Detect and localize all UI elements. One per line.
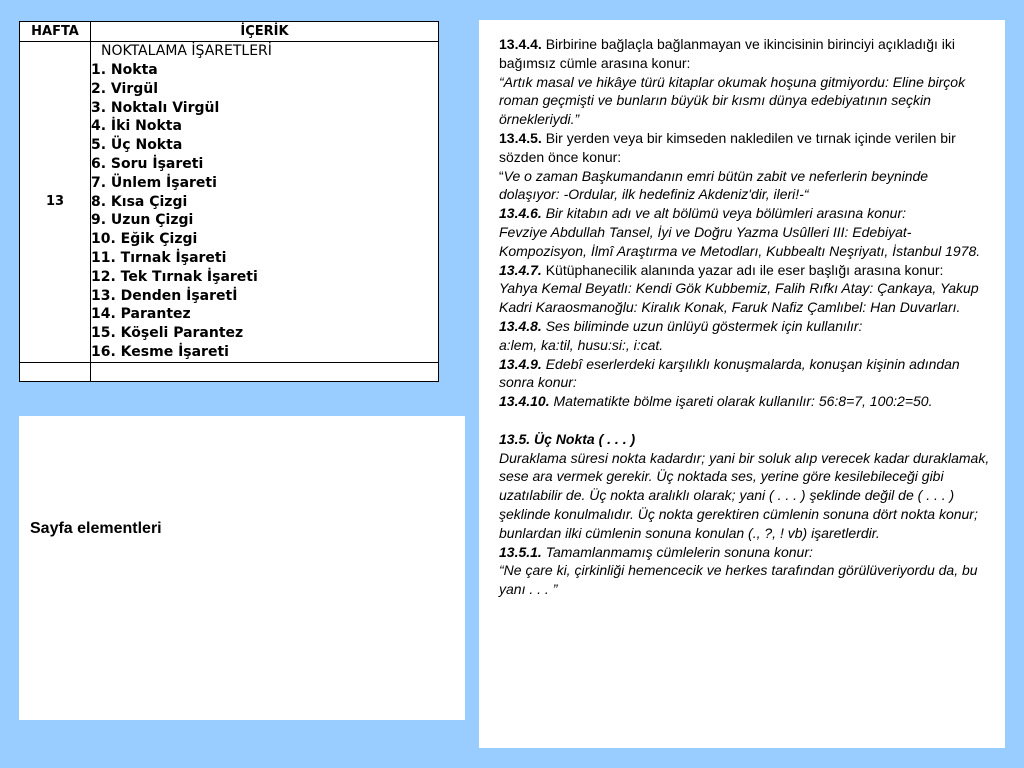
table-header-row [20,22,439,42]
curriculum-table [19,21,439,382]
rule-text: Tamamlanmamış cümlelerin sonuna konur: [541,543,813,560]
section-13-4-8-example: a:lem, ka:til, husu:si:, i:cat. [499,336,664,353]
section-13-4-7-rule [499,261,991,280]
rule-text: Kütüphanecilik alanında yazar adı ile eser başlığı arasına konur: [541,261,944,278]
list-item: 16. Kesme İşareti [91,343,229,360]
empty-week-cell [20,362,91,381]
content-column-header: İÇERİK [91,22,439,42]
content-cell [91,42,439,363]
section-13-4-4-example: “Artık masal ve hikâye türü kitaplar okumak hoşuna gitmiyordu: Eline birçok roman geçmişti ve bunların büyük bir kısmı dünya edebiyatının seçkin örnekleriydi.” [499,73,966,128]
content-title: NOKTALAMA İŞARETLERİ [101,43,272,59]
section-13-4-6-example: Fevziye Abdullah Tansel, İyi ve Doğru Yazma Usûlleri III: Edebiyat-Kompozisyon, İlmî Araştırma ve Metodları, Kubbealtı Neşriyatı, İstanbul 1978. [499,223,981,259]
list-item: 7. Ünlem İşareti [91,174,217,191]
list-item: 14. Parantez [91,306,191,323]
section-13-4-10-rule [499,392,991,411]
section-13-4-6-rule [499,204,991,223]
page-elements-label: Sayfa elementleri [30,520,162,537]
list-item: 15. Köşeli Parantez [91,325,244,342]
empty-table-row [20,362,439,381]
list-item: 4. İki Nokta [91,118,182,135]
list-item: 9. Uzun Çizgi [91,212,194,229]
rule-text: Birbirine bağlaçla bağlanmayan ve ikincisinin birinciyi açıkladığı iki bağımsız cümle arasına konur: [499,36,956,71]
punctuation-list [91,61,438,362]
section-number: 13.4.7. [499,261,542,278]
table-row [20,42,439,363]
text-panel [479,20,1005,748]
rule-text: Matematikte bölme işareti olarak kullanılır: 56:8=7, 100:2=50. [549,393,933,410]
empty-content-cell [91,362,439,381]
page-elements-box [19,416,465,720]
section-number: 13.5.1. [499,543,542,560]
section-13-4-9-rule [499,355,991,393]
section-number: 13.4.5. [499,129,542,146]
rule-text: Edebî eserlerdeki karşılıklı konuşmalarda, konuşan kişinin adından sonra konur: [499,355,960,391]
list-item: 13. Denden İşaretİ [91,287,238,304]
list-item: 10. Eğik Çizgi [91,231,198,248]
section-13-5-heading: 13.5. Üç Nokta ( . . . ) [499,430,636,447]
section-13-5-1-example: “Ne çare ki, çirkinliği hemencecik ve herkes tarafından görülüveriyordu da, bu yanı . . . ” [499,562,978,598]
list-item: 1. Nokta [91,62,158,78]
week-column-header: HAFTA [20,22,91,42]
section-number: 13.4.8. [499,317,542,334]
list-item: 5. Üç Nokta [91,137,183,154]
list-item: 3. Noktalı Virgül [91,99,220,116]
rule-text: Bir kitabın adı ve alt bölümü veya bölümleri arasına konur: [541,205,907,222]
list-item: 2. Virgül [91,80,159,97]
rule-text: Ses biliminde uzun ünlüyü göstermek için kullanılır: [541,317,863,334]
section-13-4-7-example: Yahya Kemal Beyatlı: Kendi Gök Kubbemiz, Falih Rıfkı Atay: Çankaya, Yakup Kadri Karaosmanoğlu: Kiralık Konak, Faruk Nafiz Çamlıbel: Han Duvarları. [499,280,979,316]
section-13-4-8-rule [499,317,991,336]
section-13-5-body: Duraklama süresi nokta kadardır; yani bir soluk alıp verecek kadar duraklamak, sese ara vermek gerekir. Üç noktada ses, yerine göre kesilebileceği gibi uzatılabilir de. Üç nokta aralıklı olarak; yani ( . . . ) şeklinde değil de ( . . . ) şeklinde konulmalıdır. Üç nokta gerektiren cümlenin sonuna dört nokta konur; bunlardan ilki cümlenin sonuna konulan (., ?, ! vb) işaretlerdir. [499,449,990,541]
opening-quote: “ [499,167,504,184]
section-number: 13.4.10. [499,393,550,410]
section-number: 13.4.6. [499,205,542,222]
list-item: 12. Tek Tırnak İşareti [91,268,258,285]
list-item: 11. Tırnak İşareti [91,249,227,266]
list-item: 6. Soru İşareti [91,155,204,172]
example-text: Ve o zaman Başkumandanın emri bütün zabit ve neferlerin beyninde dolaşıyor: -Ordular, ilk hedefiniz Akdeniz'dir, ileri!-“ [499,167,929,203]
section-13-4-4-rule [499,35,991,73]
section-number: 13.4.9. [499,355,542,372]
rule-text: Bir yerden veya bir kimseden nakledilen ve tırnak içinde verilen bir sözden önce konur: [499,129,956,165]
week-number-cell: 13 [20,42,91,363]
spacer [499,411,991,430]
section-13-5-1-rule [499,543,991,562]
section-13-4-5-rule [499,129,991,167]
section-number: 13.4.4. [499,36,542,52]
list-item: 8. Kısa Çizgi [91,193,188,210]
section-13-4-5-example [499,167,991,205]
